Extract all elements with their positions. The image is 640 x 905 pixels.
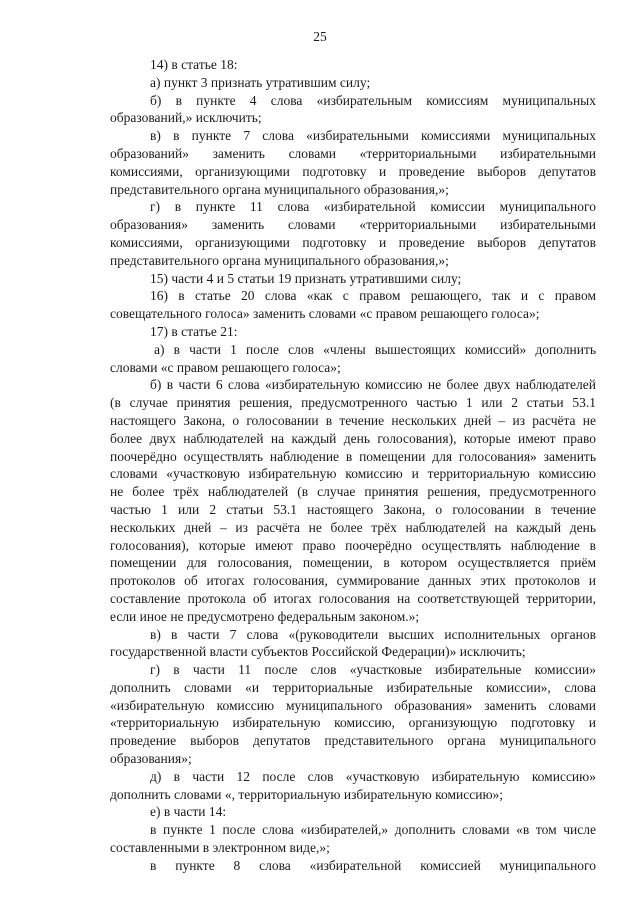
paragraph-line: а) в части 1 после слов «члены вышестоящих комиссий» дополнить <box>154 341 596 357</box>
paragraph-line: образования» заменить словами «территориальными избирательными <box>110 217 596 233</box>
paragraph-line: «избирательную комиссию муниципального образования» заменить словами <box>110 697 596 713</box>
paragraph-line: составленными в электронном виде,»; <box>110 840 330 856</box>
paragraph <box>110 857 596 875</box>
paragraph-line: поочерёдно осуществлять наблюдение в помещении для голосования» заменить <box>110 448 596 464</box>
paragraph-line: 16) в статье 20 слова «как с правом решающего, так и с правом <box>150 288 596 304</box>
paragraph-line: в пункте 1 после слова «избирателей,» дополнить словами «в том числе <box>150 822 596 838</box>
paragraph-line: образований,» исключить; <box>110 110 262 126</box>
paragraph-line: б) в части 6 слова «избирательную комиссию не более двух наблюдателей <box>150 377 596 393</box>
paragraph-line: в пункте 8 слова «избирательной комиссией муниципального <box>150 857 596 873</box>
paragraph <box>110 127 596 198</box>
paragraph <box>110 323 596 341</box>
paragraph-line: 14) в статье 18: <box>150 57 238 72</box>
paragraph-line: комиссиями, организующими подготовку и проведение выборов депутатов <box>110 234 596 250</box>
paragraph-line: комиссиями, организующими подготовку и проведение выборов депутатов <box>110 163 596 179</box>
paragraph <box>110 56 596 74</box>
paragraph-line: частью 1 или 2 статьи 53.1 настоящего Закона, о голосовании в течение <box>110 501 596 517</box>
paragraph-line: образования»; <box>110 751 192 767</box>
page-number: 25 <box>313 29 327 44</box>
paragraph-line: голосования), которые имеют право поочерёдно осуществлять наблюдение в <box>110 537 596 553</box>
paragraph <box>110 341 596 377</box>
paragraph-line: словами «с правом решающего голоса»; <box>110 359 341 375</box>
paragraph <box>110 270 596 288</box>
paragraph <box>110 287 596 323</box>
paragraph-line: (в случае принятия решения, предусмотренного частью 1 или 2 статьи 53.1 <box>110 395 596 411</box>
paragraph <box>110 198 596 269</box>
paragraph <box>110 821 596 857</box>
paragraph-line: а) пункт 3 признать утратившим силу; <box>150 74 371 90</box>
paragraph-line: составление протокола об итогах голосования на соответствующей территории, <box>110 590 596 606</box>
paragraph <box>110 803 596 821</box>
paragraph-line: в) в части 7 слова «(руководители высших исполнительных органов <box>150 626 596 642</box>
paragraph-line: проведение выборов депутатов представительного органа муниципального <box>110 733 596 749</box>
paragraph <box>110 74 596 92</box>
paragraph-line: г) в пункте 11 слова «избирательной комиссии муниципального <box>150 199 596 215</box>
paragraph <box>110 376 596 625</box>
paragraph-line: помещении для голосования, помещении, в котором осуществляется приём <box>110 555 596 571</box>
paragraph-line: д) в части 12 после слов «участковую избирательную комиссию» <box>150 768 596 784</box>
paragraph-line: дополнить словами «и территориальные избирательные комиссии», слова <box>110 679 596 695</box>
paragraph-line: совещательного голоса» заменить словами «с правом решающего голоса»; <box>110 306 540 322</box>
paragraph-line: если иное не предусмотрено федеральным законом.»; <box>110 608 420 624</box>
paragraph <box>110 768 596 804</box>
paragraph-line: представительного органа муниципального образования,»; <box>110 181 449 197</box>
paragraph-line: словами «участковую избирательную комиссию и территориальную комиссию <box>110 466 596 482</box>
paragraph <box>110 92 596 128</box>
paragraph-line: более двух наблюдателей на каждый день голосования), которые имеют право <box>110 430 596 446</box>
paragraph-line: государственной власти субъектов Российской Федерации)» исключить; <box>110 644 526 660</box>
paragraph-line: 17) в статье 21: <box>150 323 238 339</box>
document-body <box>110 56 596 875</box>
paragraph-line: е) в части 14: <box>150 804 227 820</box>
paragraph-line: б) в пункте 4 слова «избирательным комиссиям муниципальных <box>150 92 596 108</box>
paragraph-line: в) в пункте 7 слова «избирательными комиссиями муниципальных <box>150 128 596 144</box>
paragraph <box>110 626 596 662</box>
paragraph-line: «территориальную избирательную комиссию, организующую подготовку и <box>110 715 596 731</box>
paragraph-line: нескольких дней – из расчёта не более трёх наблюдателей на каждый день <box>110 519 596 535</box>
paragraph-line: протоколов об итогах голосования, суммирование данных этих протоколов и <box>110 573 596 589</box>
paragraph-line: образований» заменить словами «территориальными избирательными <box>110 145 596 161</box>
paragraph-line: не более трёх наблюдателей (в случае принятия решения, предусмотренного <box>110 484 596 500</box>
paragraph-line: настоящего Закона, о голосовании в течение нескольких дней – из расчёта не <box>110 412 596 428</box>
paragraph <box>110 661 596 768</box>
paragraph-line: г) в части 11 после слов «участковые избирательные комиссии» <box>150 662 596 678</box>
paragraph-line: дополнить словами «, территориальную избирательную комиссию»; <box>110 786 504 802</box>
paragraph-line: 15) части 4 и 5 статьи 19 признать утратившими силу; <box>150 270 462 286</box>
paragraph-line: представительного органа муниципального образования,»; <box>110 252 449 268</box>
